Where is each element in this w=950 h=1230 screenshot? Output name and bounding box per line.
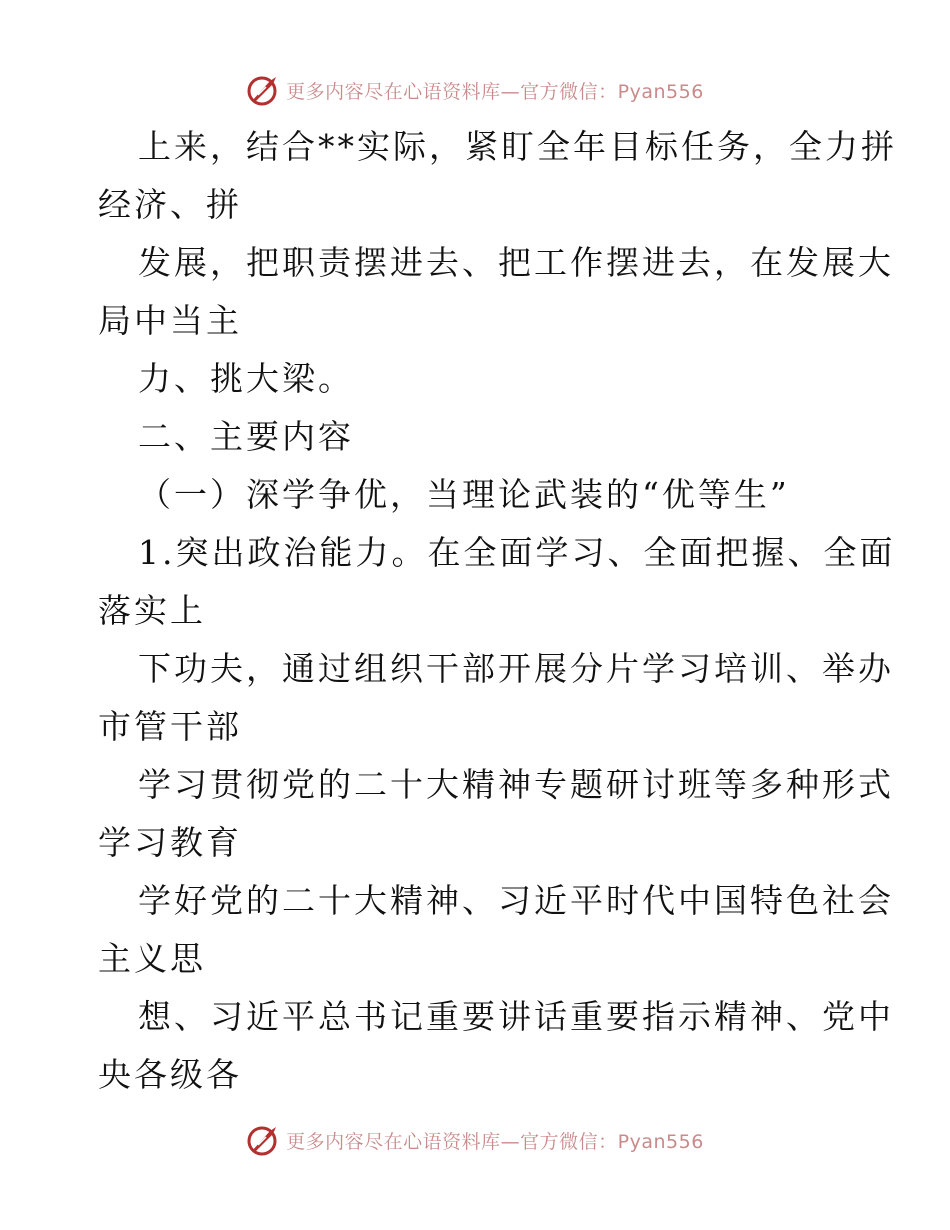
text-line: 想、习近平总书记重要讲话重要指示精神、党中 (138, 997, 894, 1036)
document-body (98, 118, 897, 1104)
watermark-text: 更多内容尽在心语资料库—官方微信：Pyan556 (286, 1130, 704, 1153)
text-line: 主义思 (98, 939, 206, 978)
text-line: 力、挑大梁。 (138, 359, 354, 398)
text-line: 下功夫，通过组织干部开展分片学习培训、举办 (138, 649, 894, 688)
text-line: 1.突出政治能力。在全面学习、全面把握、全面 (138, 533, 896, 572)
quill-logo-icon (246, 1123, 280, 1157)
text-line: 学好党的二十大精神、习近平时代中国特色社会 (138, 881, 894, 920)
text-line: 学习教育 (98, 823, 242, 862)
watermark-text: 更多内容尽在心语资料库—官方微信：Pyan556 (286, 80, 704, 103)
text-line: 市管干部 (98, 707, 242, 746)
quill-logo-icon (246, 73, 280, 107)
text-line: 落实上 (98, 591, 206, 630)
text-line: 上来，结合**实际，紧盯全年目标任务，全力拼 (138, 127, 897, 166)
text-line: 经济、拼 (98, 185, 242, 224)
subsection-heading: （一）深学争优，当理论武装的“优等生” (138, 475, 790, 514)
text-line: 学习贯彻党的二十大精神专题研讨班等多种形式 (138, 765, 894, 804)
header-watermark-banner (0, 70, 950, 110)
text-line: 局中当主 (98, 301, 242, 340)
text-line: 央各级各 (98, 1055, 242, 1094)
text-line: 发展，把职责摆进去、把工作摆进去，在发展大 (138, 243, 894, 282)
section-heading: 二、主要内容 (138, 417, 354, 456)
footer-watermark-banner (0, 1120, 950, 1160)
